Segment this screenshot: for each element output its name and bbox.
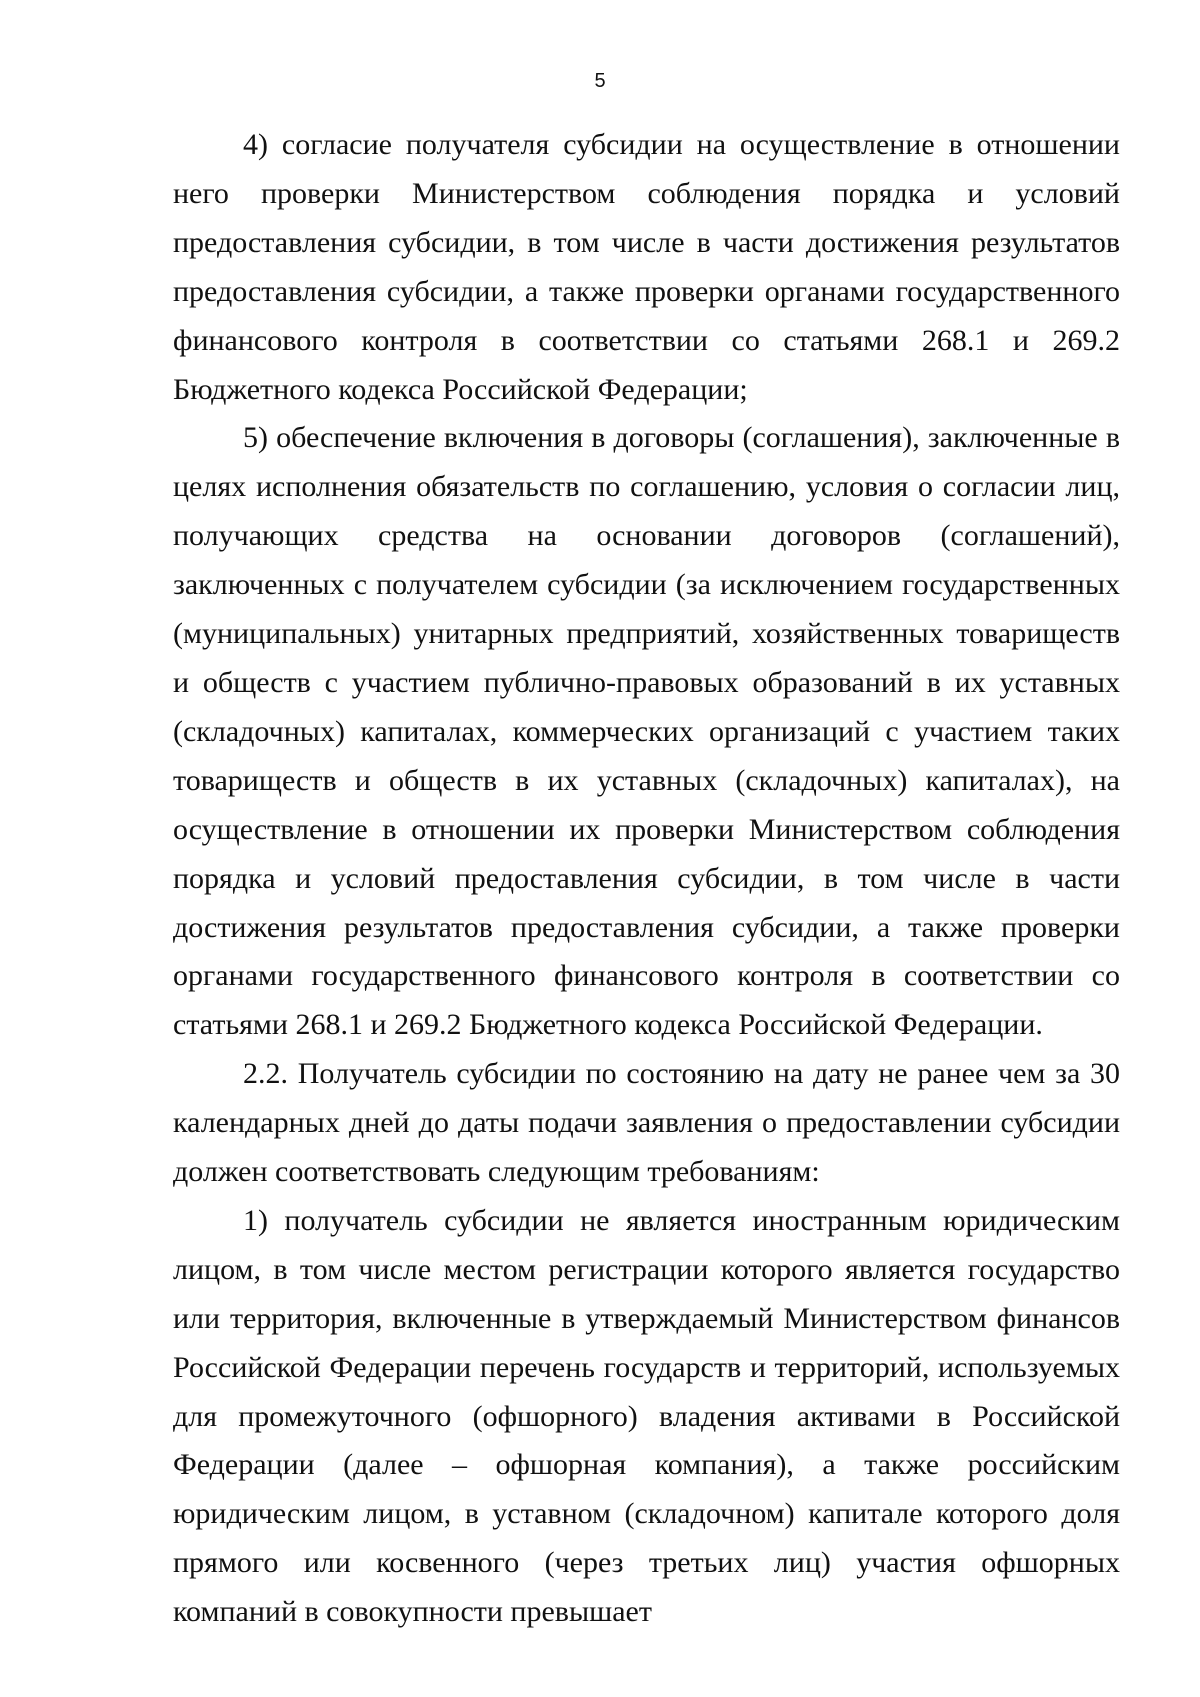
page-number: 5 — [594, 70, 606, 92]
document-body — [173, 121, 1120, 1637]
paragraph-item-4: 4) согласие получателя субсидии на осуществление в отношении него проверки Министерством соблюдения порядка и условий предоставления субсидии, в том числе в части достижения результатов предоставления субсидии, а также проверки органами государственного финансового контроля в соответствии со статьями 268.1 и 269.2 Бюджетного кодекса Российской Федерации; — [173, 128, 1120, 406]
paragraph-item-5: 5) обеспечение включения в договоры (соглашения), заключенные в целях исполнения обязательств по соглашению, условия о согласии лиц, получающих средства на основании договоров (соглашений), заключенных с получателем субсидии (за исключением государственных (муниципальных) унитарных предприятий, хозяйственных товариществ и обществ с участием публично-правовых образований в их уставных (складочных) капиталах, коммерческих организаций с участием таких товариществ и обществ в их уставных (складочных) капиталах), на осуществление в отношении их проверки Министерством соблюдения порядка и условий предоставления субсидии, в том числе в части достижения результатов предоставления субсидии, а также проверки органами государственного финансового контроля в соответствии со статьями 268.1 и 269.2 Бюджетного кодекса Российской Федерации. — [173, 421, 1120, 1042]
paragraph-section-2-2: 2.2. Получатель субсидии по состоянию на дату не ранее чем за 30 календарных дней до даты подачи заявления о предоставлении субсидии должен соответствовать следующим требованиям: — [173, 1057, 1120, 1189]
paragraph-requirement-1: 1) получатель субсидии не является иностранным юридическим лицом, в том числе местом регистрации которого является государство или территория, включенные в утверждаемый Министерством финансов Российской Федерации перечень государств и территорий, используемых для промежуточного (офшорного) владения активами в Российской Федерации (далее – офшорная компания), а также российским юридическим лицом, в уставном (складочном) капитале которого доля прямого или косвенного (через третьих лиц) участия офшорных компаний в совокупности превышает — [173, 1203, 1120, 1629]
